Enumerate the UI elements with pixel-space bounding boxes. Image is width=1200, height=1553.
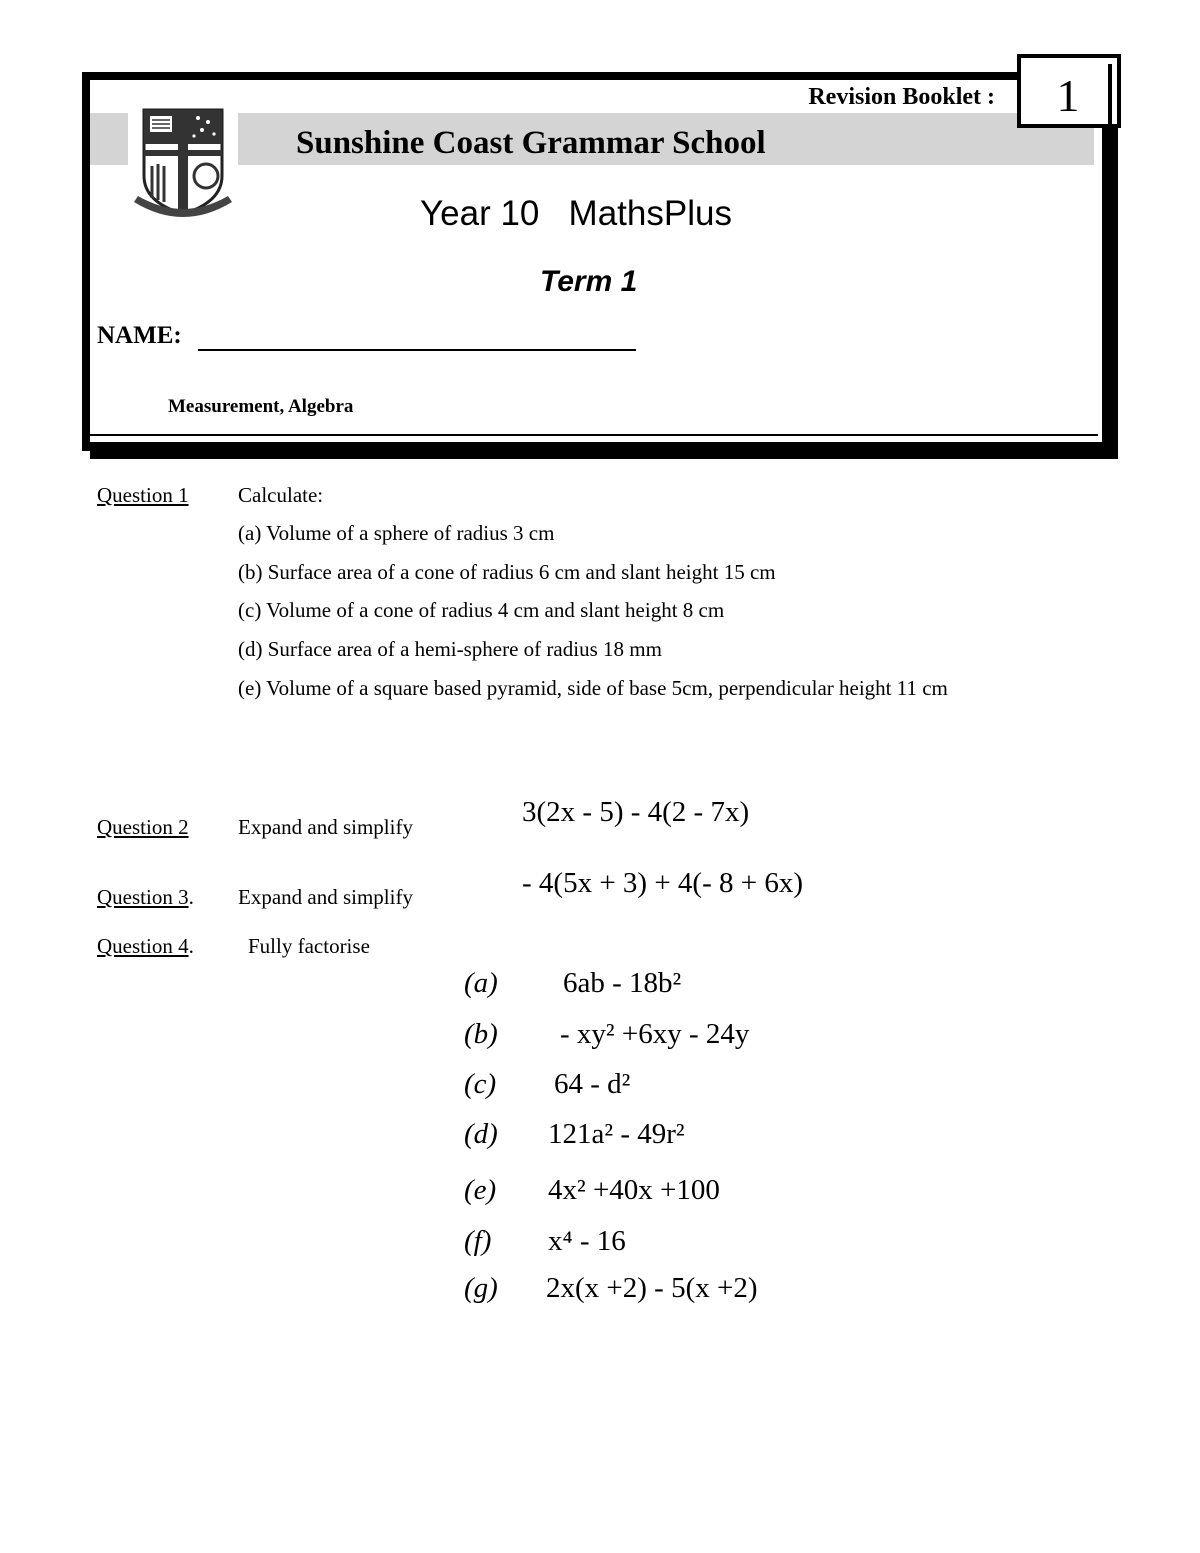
question-1-item-e: (e) Volume of a square based pyramid, side of base 5cm, perpendicular height 11 cm — [238, 676, 948, 700]
name-label: NAME: — [97, 322, 182, 349]
question-4-part-e-expression: 4x² +40x +100 — [548, 1174, 720, 1206]
question-3-instruction: Expand and simplify — [238, 885, 413, 909]
question-4-part-f-expression: x⁴ - 16 — [548, 1225, 626, 1257]
question-3-label: Question 3 — [97, 885, 189, 909]
question-1-instruction: Calculate: — [238, 483, 324, 507]
school-crest-icon — [130, 106, 236, 226]
question-1-item-c: (c) Volume of a cone of radius 4 cm and slant height 8 cm — [238, 598, 725, 622]
question-4-label-suffix: . — [188, 934, 194, 958]
question-4-label: Question 4 — [97, 934, 189, 958]
question-1-item-d: (d) Surface area of a hemi-sphere of radius 18 mm — [238, 637, 662, 661]
question-4-part-f-label: (f) — [464, 1225, 492, 1257]
question-4-part-c-expression: 64 - d² — [554, 1068, 631, 1100]
question-2-instruction: Expand and simplify — [238, 815, 413, 839]
question-2-expression: 3(2x - 5) - 4(2 - 7x) — [522, 796, 750, 828]
question-3-label-group — [97, 884, 194, 910]
question-4-part-a-expression: 6ab - 18b² — [563, 967, 682, 999]
booklet-number: 1 — [1056, 70, 1080, 121]
question-4-part-b-expression: - xy² +6xy - 24y — [560, 1018, 750, 1050]
question-4-part-d-label: (d) — [464, 1118, 498, 1150]
question-4-part-a-label: (a) — [464, 967, 498, 999]
question-4-part-c-label: (c) — [464, 1068, 497, 1100]
question-4-part-b-label: (b) — [464, 1018, 498, 1050]
question-4-part-g-label: (g) — [464, 1272, 498, 1304]
course-title: Year 10 MathsPlus — [420, 194, 732, 233]
question-1-label: Question 1 — [97, 483, 189, 507]
name-input-line[interactable] — [198, 349, 636, 351]
question-4-part-d-expression: 121a² - 49r² — [548, 1118, 685, 1150]
term-label: Term 1 — [540, 265, 638, 298]
topics-label: Measurement, Algebra — [168, 396, 354, 417]
question-4-instruction: Fully factorise — [248, 934, 370, 958]
question-2-label: Question 2 — [97, 815, 189, 839]
question-1-item-a: (a) Volume of a sphere of radius 3 cm — [238, 521, 555, 545]
question-4-part-e-label: (e) — [464, 1174, 497, 1206]
question-4-label-group — [97, 933, 194, 959]
question-3-expression: - 4(5x + 3) + 4(- 8 + 6x) — [522, 867, 804, 899]
header-divider — [90, 434, 1098, 436]
question-1-item-b: (b) Surface area of a cone of radius 6 cm and slant height 15 cm — [238, 560, 776, 584]
school-name: Sunshine Coast Grammar School — [296, 125, 766, 161]
question-3-label-suffix: . — [188, 885, 194, 909]
question-4-part-g-expression: 2x(x +2) - 5(x +2) — [546, 1272, 758, 1304]
booklet-label: Revision Booklet : — [808, 84, 995, 110]
